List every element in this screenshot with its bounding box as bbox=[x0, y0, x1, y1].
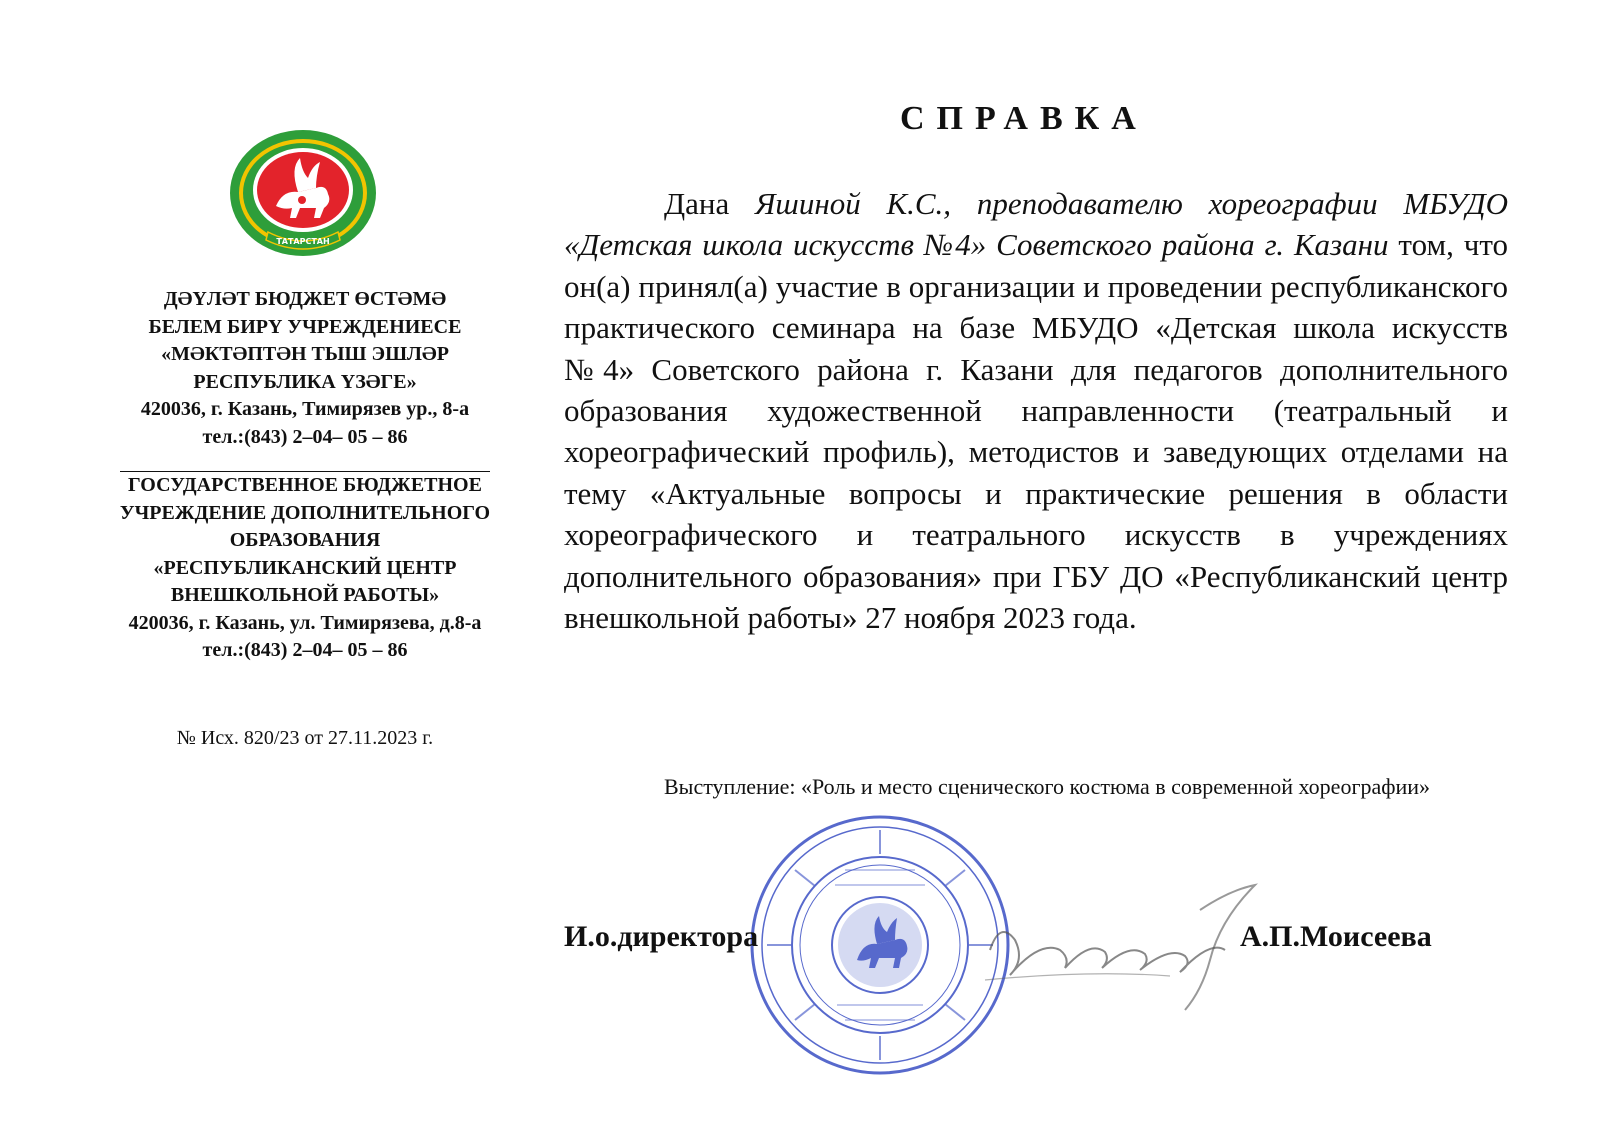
russian-line: ОБРАЗОВАНИЯ bbox=[229, 529, 381, 551]
handwritten-signature-icon bbox=[970, 880, 1300, 1030]
speech-topic: Выступление: «Роль и место сценического костюма в современной хореографии» bbox=[664, 774, 1431, 799]
tatar-line: БЕЛЕМ БИРҮ УЧРЕЖДЕНИЕСЕ bbox=[148, 315, 462, 338]
russian-line: ГОСУДАРСТВЕННОЕ БЮДЖЕТНОЕ bbox=[128, 474, 482, 496]
body-recipient: Яшиной К.С., преподавателю хореографии МБУДО «Детская школа искусств №4» Советского района г. Казани bbox=[564, 186, 1508, 263]
header-divider bbox=[120, 451, 490, 472]
russian-address: 420036, г. Казань, ул. Тимирязева, д.8-а bbox=[128, 611, 482, 634]
body-lead: Дана bbox=[664, 186, 756, 221]
tatar-phone: тел.:(843) 2–04– 05 – 86 bbox=[202, 425, 408, 448]
tatar-address: 420036, г. Казань, Тимирязев ур., 8-а bbox=[140, 398, 470, 420]
document-body bbox=[564, 183, 1508, 638]
emblem-ribbon-text: ТАТАРСТАН bbox=[276, 237, 330, 246]
russian-line: ВНЕШКОЛЬНОЙ РАБОТЫ» bbox=[170, 584, 440, 606]
organization-header bbox=[70, 286, 540, 665]
tatar-line: РЕСПУБЛИКА ҮЗӘГЕ» bbox=[193, 370, 417, 393]
russian-line: УЧРЕЖДЕНИЕ ДОПОЛНИТЕЛЬНОГО bbox=[119, 501, 491, 524]
document-title: СПРАВКА bbox=[900, 100, 1148, 137]
tatarstan-emblem-icon bbox=[228, 128, 378, 258]
signatory-role: И.о.директора bbox=[564, 920, 759, 953]
signatory-name: А.П.Моисеева bbox=[1240, 920, 1432, 953]
outgoing-reference: № Исх. 820/23 от 27.11.2023 г. bbox=[176, 727, 434, 749]
russian-phone: тел.:(843) 2–04– 05 – 86 bbox=[202, 639, 408, 661]
russian-line: «РЕСПУБЛИКАНСКИЙ ЦЕНТР bbox=[153, 556, 457, 579]
body-text: том, что он(а) принял(а) участие в организации и проведении республиканского практического семинара на базе МБУДО «Детская школа искусств №4» Советского района г. Казани для педагогов дополнительного образования художественной направленности (театральный и хореографический профиль), методистов и заведующих отделами на тему «Актуальные вопросы и практические решения в области хореографического и театрального искусств в учреждениях дополнительного образования» при ГБУ ДО «Республиканский центр внешкольной работы» 27 ноября 2023 года. bbox=[564, 227, 1508, 636]
tatar-line: ДӘҮЛӘТ БЮДЖЕТ ӨСТӘМӘ bbox=[163, 288, 447, 310]
tatar-line: «МӘКТӘПТӘН ТЫШ ЭШЛӘР bbox=[161, 343, 449, 365]
